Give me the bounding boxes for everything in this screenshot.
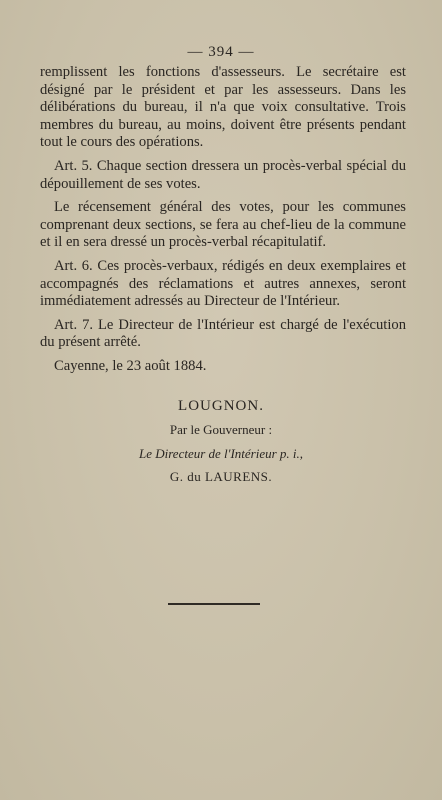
- signature-role: Le Directeur de l'Intérieur p. i.,: [138, 446, 304, 461]
- paragraph-article-5: Art. 5. Chaque section dressera un procès-verbal spécial du dépouillement de ses votes.: [40, 157, 406, 192]
- page-number: — 394 —: [187, 44, 255, 60]
- body-text: [40, 64, 406, 382]
- signature-name: LOUGNON.: [178, 398, 264, 414]
- date-line: Cayenne, le 23 août 1884.: [54, 357, 207, 374]
- signature-by: Par le Gouverneur :: [169, 422, 273, 437]
- signature-signer: G. du LAURENS.: [169, 469, 273, 484]
- paragraph-article-7: Art. 7. Le Directeur de l'Intérieur est chargé de l'exécution du présent arrêté.: [40, 316, 406, 351]
- paragraph-continuation: remplissent les fonctions d'assesseurs. Le secrétaire est désigné par le président et par les assesseurs. Dans les délibérations du bureau, il n'a que voix consultative. Trois membres du bureau, au moins, doivent être présents pendant tout le cours des opérations.: [40, 64, 406, 151]
- divider-rule: [168, 603, 260, 605]
- paragraph-article-6: Art. 6. Ces procès-verbaux, rédigés en deux exemplaires et accompagnés des réclamations et autres annexes, seront immédiatement adressés au Directeur de l'Intérieur.: [40, 257, 406, 310]
- paragraph-recensement: Le récensement général des votes, pour les communes comprenant deux sections, se fera au chef-lieu de la commune et il en sera dressé un procès-verbal récapitulatif.: [40, 199, 406, 251]
